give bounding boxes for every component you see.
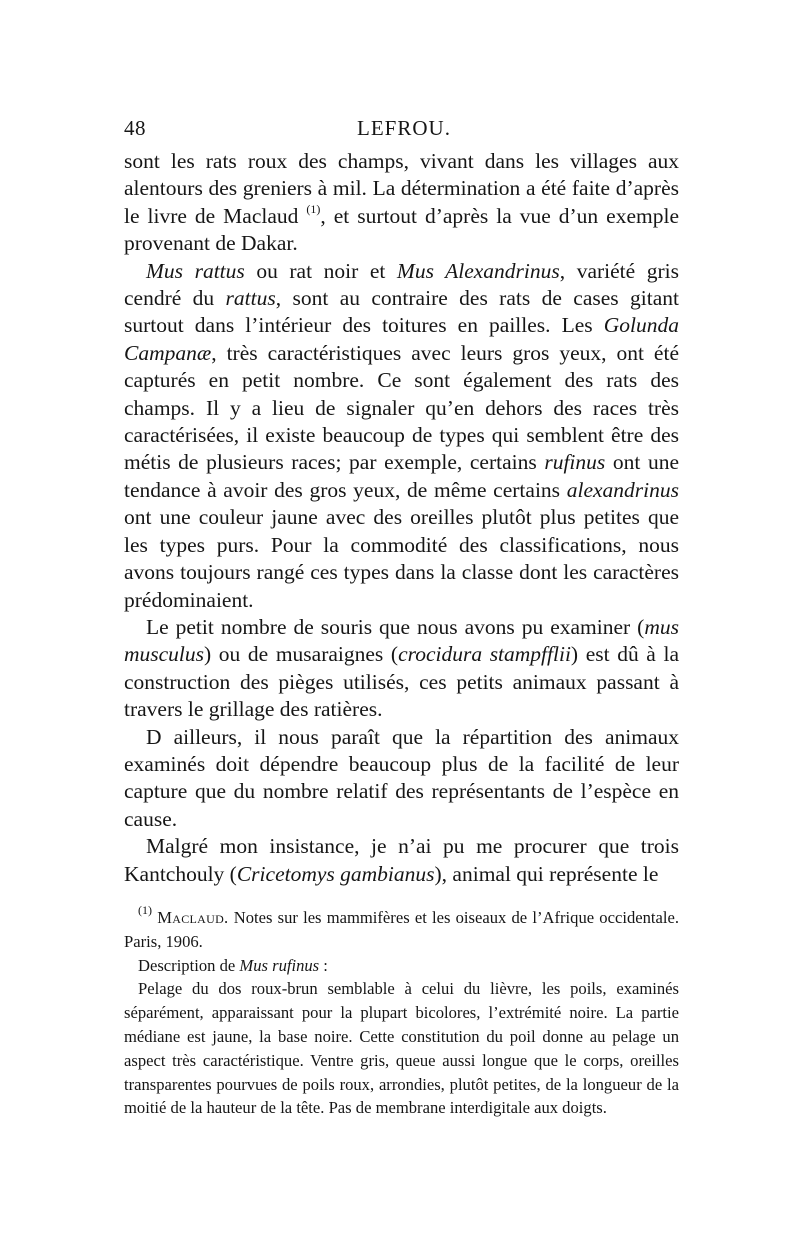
footnote-description-text: Pelage du dos roux-brun semblable à celui du lièvre, les poils, examinés séparément, apparaissant pour la plupart bicolores, l’extrémité noire. La partie médiane est jaune, la base noire. Cette constitution du poil donne au pelage un aspect très caractéristique. Ventre gris, queue aussi longue que le corps, oreilles transparentes pourvues de poils roux, arrondies, plutôt petites, de la longueur de la moitié de la hauteur de la tête. Pas de membrane interdigitale aux doigts. bbox=[124, 979, 679, 1118]
footnote-marker: (1) bbox=[138, 903, 152, 918]
species-name: Mus Alexandrinus bbox=[396, 258, 560, 283]
species-name: rattus bbox=[225, 286, 276, 311]
species-name: crocidura stampfflii bbox=[398, 642, 571, 667]
species-name: rufinus bbox=[544, 450, 606, 475]
footnote-reference: (1) bbox=[306, 201, 321, 216]
footnote-description-heading: Description de Mus rufinus : bbox=[138, 955, 328, 975]
paragraph-1: sont les rats roux des champs, vivant dans les villages aux alentours des greniers à mil. La détermination a été faite d’après le livre de Maclaud $^{(1)}$, et surtout d’après la vue d’un exemple provenant de Dakar. bbox=[124, 149, 679, 256]
running-head bbox=[124, 116, 684, 146]
paragraph-2: Mus rattus ou rat noir et Mus Alexandrinus, variété gris cendré du rattus, sont au contraire des rats de cases gitant surtout dans l’intérieur des toitures en pailles. Les Golunda Campanæ, très caractéristiques avec leurs gros yeux, ont été capturés en petit nombre. Ce sont également des rats des champs. Il y a lieu de signaler qu’en dehors des races très caractérisées, il existe beaucoup de types qui semblent être des métis de plusieurs races; par exemple, certains rufinus ont une tendance à avoir des gros yeux, de même certains alexandrinus ont une couleur jaune avec des oreilles plutôt plus petites que les types purs. Pour la commodité des classifications, nous avons toujours rangé ces types dans la classe dont les caractères prédominaient. bbox=[124, 258, 679, 612]
species-name: mus musculus bbox=[124, 614, 679, 667]
species-name: Cricetomys gambianus bbox=[236, 861, 435, 886]
footnote-author: Maclaud. bbox=[157, 908, 229, 927]
paragraph-3: Le petit nombre de souris que nous avons pu examiner (mus musculus) ou de musaraignes (crocidura stampfflii) est dû à la construction des pièges utilisés, ces petits animaux passant à travers le grillage des ratières. bbox=[124, 614, 679, 722]
main-text bbox=[124, 148, 679, 888]
paragraph-5: Malgré mon insistance, je n’ai pu me procurer que trois Kantchouly (Cricetomys gambianus), animal qui représente le bbox=[124, 834, 679, 886]
species-name: Mus rattus bbox=[146, 258, 245, 283]
page-number: 48 bbox=[124, 116, 146, 140]
species-name: alexandrinus bbox=[566, 477, 679, 502]
paragraph-4: D ailleurs, il nous paraît que la répartition des animaux examinés doit dépendre beaucoup plus de la facilité de leur capture que du nombre relatif des représentants de l’espèce en cause. bbox=[124, 724, 679, 831]
species-name: Golunda Campanæ bbox=[124, 313, 679, 365]
footnotes bbox=[124, 903, 679, 1120]
running-title: LEFROU. bbox=[357, 116, 451, 140]
footnote-1: $^{(1)}$ Maclaud. Notes sur les mammifères et les oiseaux de l’Afrique occidentale. Paris, 1906. bbox=[124, 903, 679, 951]
species-name: Mus rufinus bbox=[239, 955, 320, 975]
